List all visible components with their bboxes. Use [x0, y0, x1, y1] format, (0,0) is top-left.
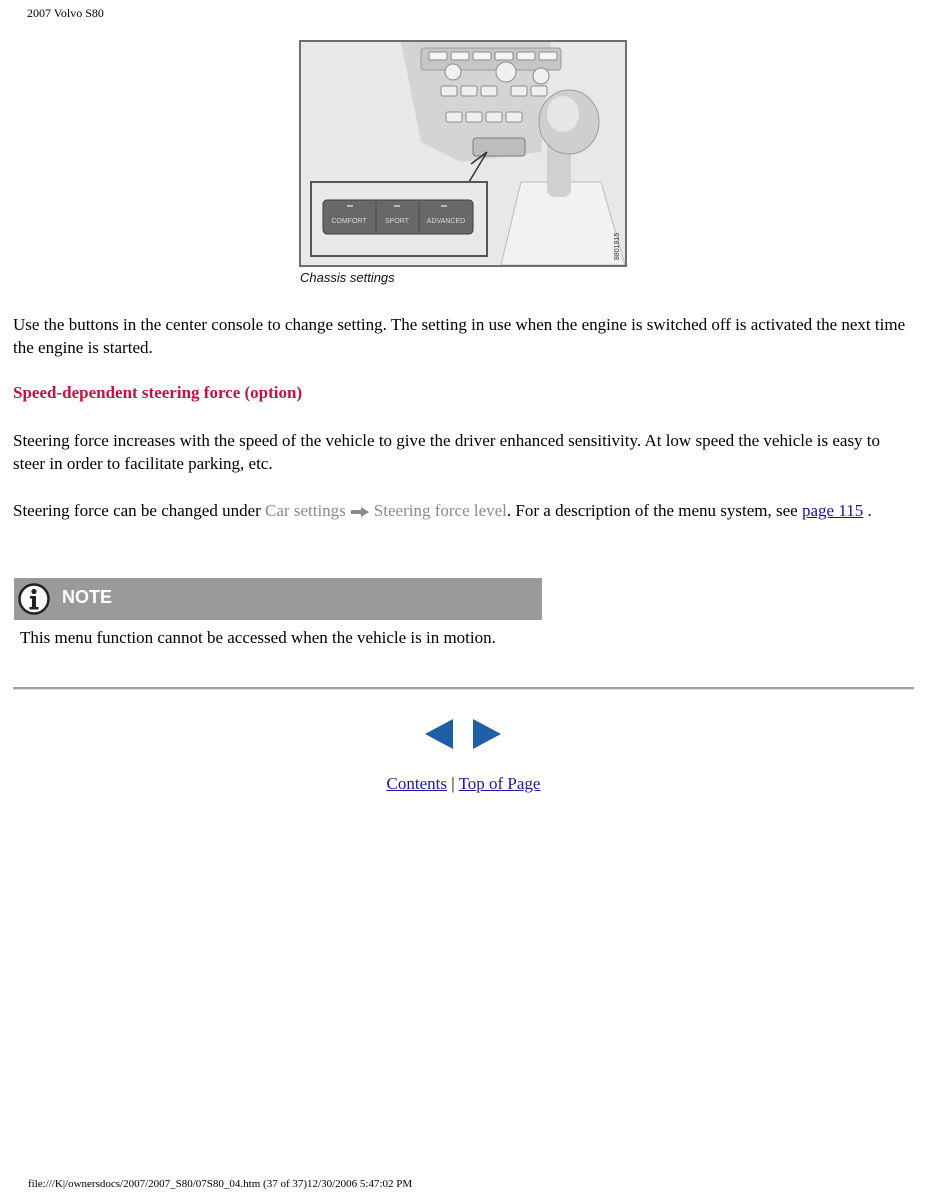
chassis-settings-figure	[299, 40, 627, 267]
contents-link[interactable]: Contents	[386, 774, 447, 793]
arrow-right-icon[interactable]	[472, 718, 502, 750]
section-heading: Speed-dependent steering force (option)	[13, 383, 303, 402]
steering-paragraph: Steering force increases with the speed of the vehicle to give the driver enhanced sensitivity. At low speed the vehicle is easy to steer in order to facilitate parking, etc.	[13, 431, 881, 473]
file-path-footer: file:///K|/ownersdocs/2007/2007_S80/07S80_04.htm (37 of 37)12/30/2006 5:47:02 PM	[28, 1178, 413, 1190]
note-label: NOTE	[62, 587, 113, 607]
image-code: 8801815	[614, 232, 621, 260]
menu-text-end: .	[863, 501, 872, 520]
note-header	[14, 578, 542, 620]
sport-button-label: SPORT	[385, 218, 409, 225]
console-illustration	[301, 42, 625, 265]
divider	[13, 687, 914, 690]
menu-text-mid: . For a description of the menu system, see	[506, 501, 802, 520]
arrow-right-icon	[350, 506, 370, 518]
menu-text-pre: Steering force can be changed under	[13, 501, 266, 520]
menu-paragraph	[13, 499, 913, 522]
menu-path-car-settings: Car settings	[265, 501, 346, 520]
bottom-links	[0, 774, 927, 794]
link-separator: |	[451, 774, 455, 793]
comfort-button-label: COMFORT	[331, 218, 367, 225]
intro-paragraph: Use the buttons in the center console to change setting. The setting in use when the engine is switched off is activated the next time the engine is started.	[13, 315, 906, 357]
info-icon	[18, 583, 50, 615]
page-link[interactable]: page 115	[801, 501, 864, 520]
advanced-button-label: ADVANCED	[426, 218, 466, 225]
note-text: This menu function cannot be accessed when the vehicle is in motion.	[20, 628, 496, 647]
figure-caption: Chassis settings	[300, 270, 395, 285]
document-header: 2007 Volvo S80	[27, 6, 104, 20]
top-of-page-link[interactable]: Top of Page	[458, 774, 541, 793]
menu-path-steering-force-level: Steering force level	[373, 501, 507, 520]
arrow-left-icon[interactable]	[424, 718, 454, 750]
